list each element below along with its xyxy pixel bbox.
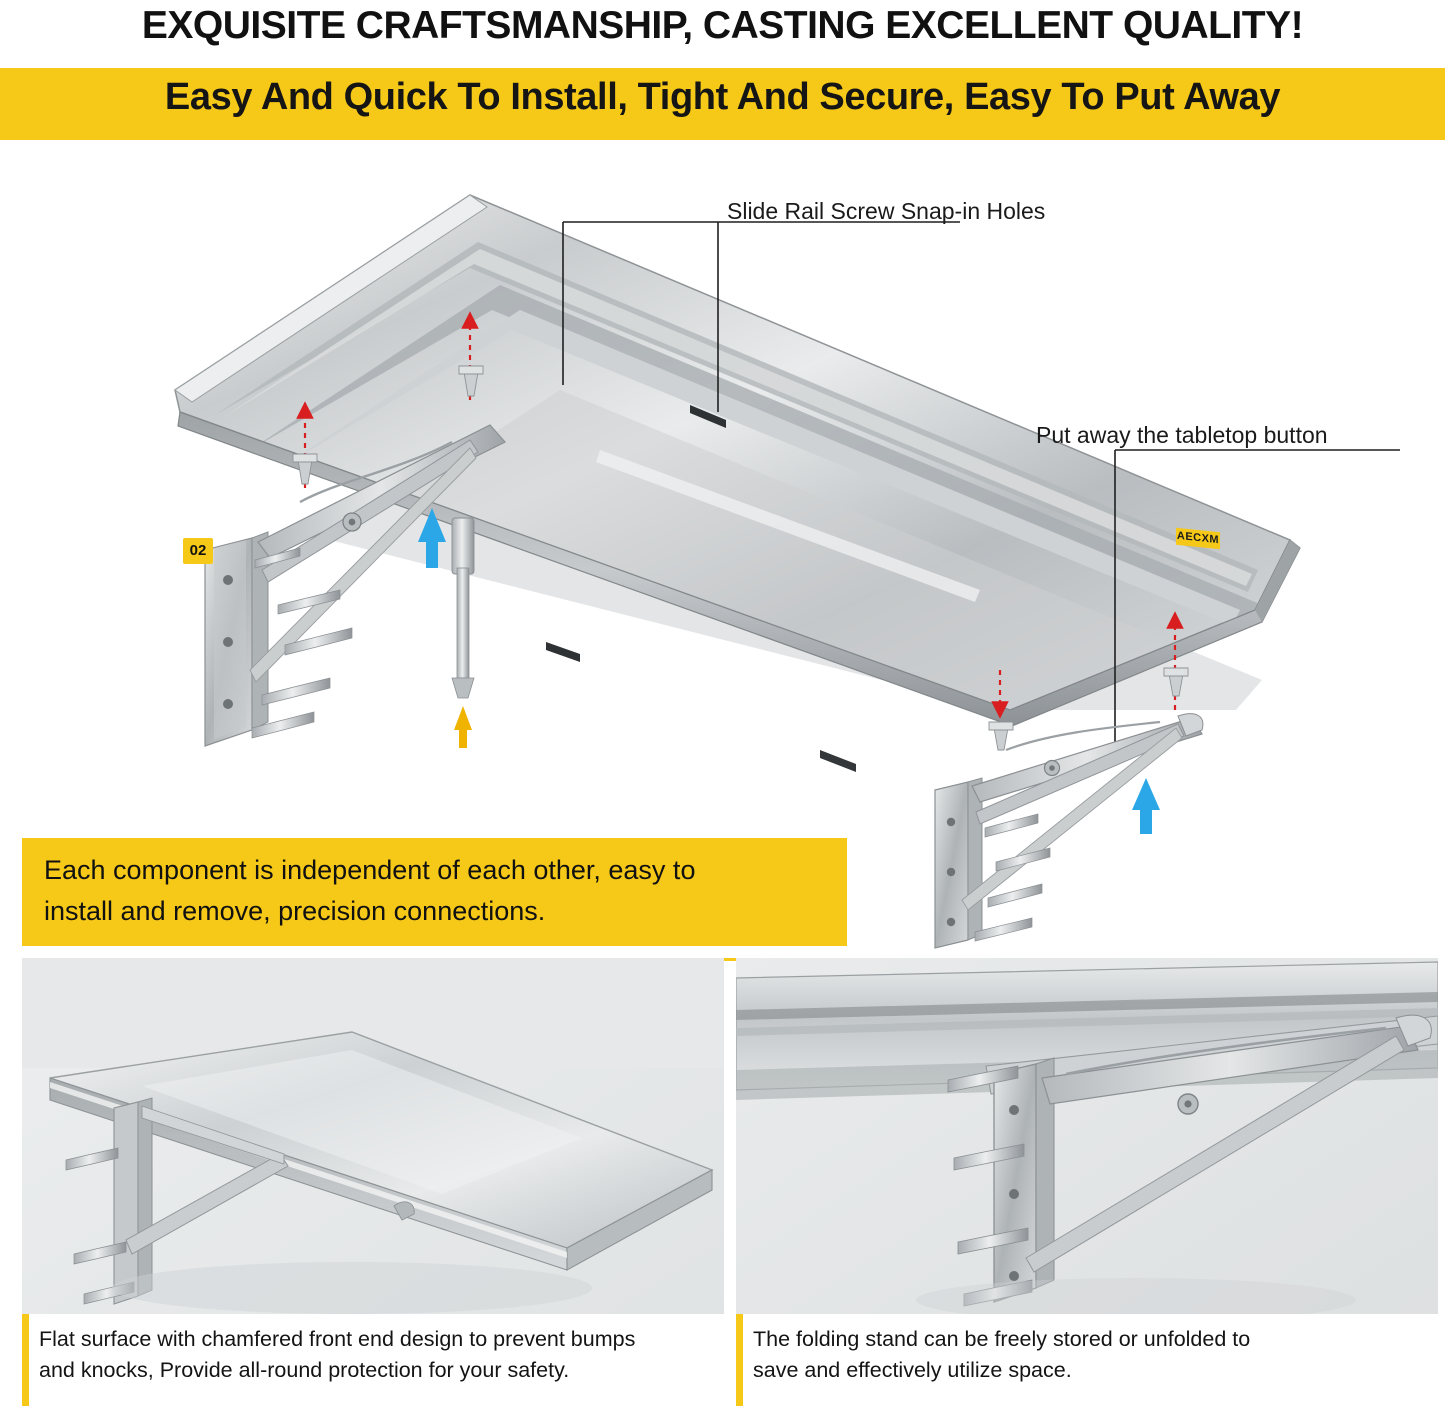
folding-stand-caption-line-2: save and effectively utilize space. bbox=[753, 1358, 1072, 1382]
folding-stand-caption-line-1: The folding stand can be freely stored or unfolded to bbox=[753, 1327, 1251, 1351]
mid-caption-line-1: Each component is independent of each other, easy to bbox=[44, 855, 696, 885]
flat-surface-caption-line-2: and knocks, Provide all-round protection for your safety. bbox=[39, 1358, 570, 1382]
flat-surface-caption bbox=[22, 1314, 724, 1406]
step-badge-02: 02 bbox=[183, 538, 213, 564]
callout-slide-rail-holes: Slide Rail Screw Snap-in Holes bbox=[727, 198, 1046, 224]
bottom-panels bbox=[0, 958, 1445, 1406]
page-subtitle: Easy And Quick To Install, Tight And Secure, Easy To Put Away bbox=[164, 76, 1281, 118]
flat-surface-caption-line-1: Flat surface with chamfered front end design to prevent bumps bbox=[39, 1327, 636, 1351]
exploded-view-illustration bbox=[0, 150, 1445, 950]
brand-logo-tag: AECXM bbox=[1176, 528, 1220, 550]
folding-stand-caption bbox=[736, 1314, 1438, 1406]
callout-putaway-button: Put away the tabletop button bbox=[1036, 422, 1328, 448]
hero-diagram bbox=[0, 150, 1445, 950]
folding-stand-panel bbox=[736, 958, 1438, 1406]
page-title: EXQUISITE CRAFTSMANSHIP, CASTING EXCELLENT QUALITY! bbox=[141, 4, 1304, 47]
flat-surface-panel bbox=[22, 958, 724, 1406]
mid-caption-box bbox=[22, 838, 847, 946]
mid-caption-line-2: install and remove, precision connections. bbox=[44, 896, 546, 926]
header bbox=[0, 0, 1445, 150]
